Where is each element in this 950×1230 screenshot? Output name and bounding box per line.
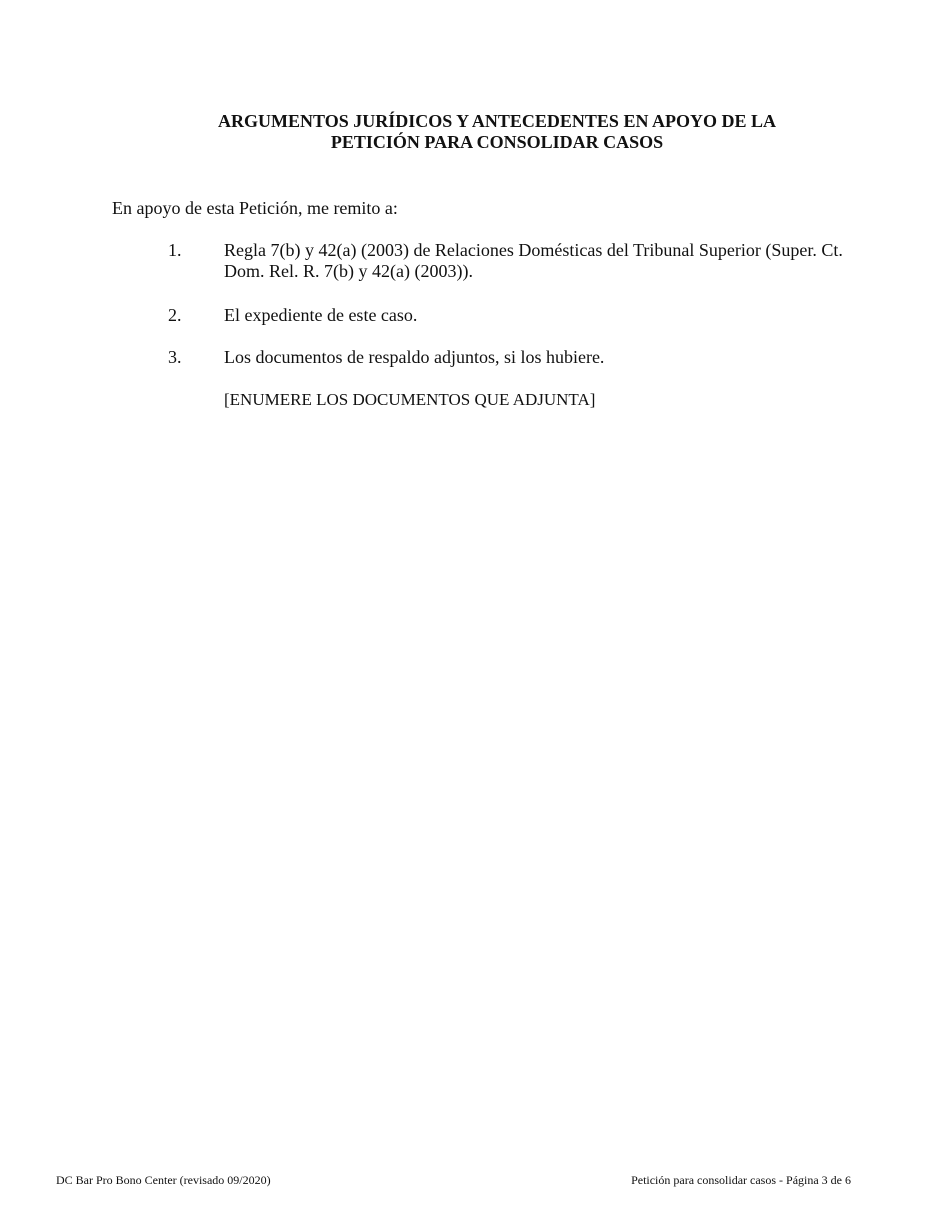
- intro-text: En apoyo de esta Petición, me remito a:: [112, 198, 398, 218]
- footer-left-text: DC Bar Pro Bono Center (revisado 09/2020): [56, 1173, 271, 1187]
- heading-line-1: ARGUMENTOS JURÍDICOS Y ANTECEDENTES EN APOYO DE LA: [218, 111, 776, 131]
- list-item-text: Regla 7(b) y 42(a) (2003) de Relaciones Domésticas del Tribunal Superior (Super. Ct. Dom. Rel. R. 7(b) y 42(a) (2003)).: [224, 240, 843, 281]
- heading-line-2: PETICIÓN PARA CONSOLIDAR CASOS: [330, 132, 664, 152]
- list-item-text: Los documentos de respaldo adjuntos, si los hubiere.: [224, 347, 605, 367]
- footer-page-info: Petición para consolidar casos - Página 3 de 6: [631, 1173, 851, 1187]
- document-heading: [0, 111, 950, 153]
- list-item-number: 3.: [168, 347, 182, 367]
- list-item-number: 1.: [168, 240, 182, 260]
- attached-documents-placeholder: [ENUMERE LOS DOCUMENTOS QUE ADJUNTA]: [224, 390, 596, 409]
- list-item-number: 2.: [168, 305, 182, 325]
- list-item-text: El expediente de este caso.: [224, 305, 418, 325]
